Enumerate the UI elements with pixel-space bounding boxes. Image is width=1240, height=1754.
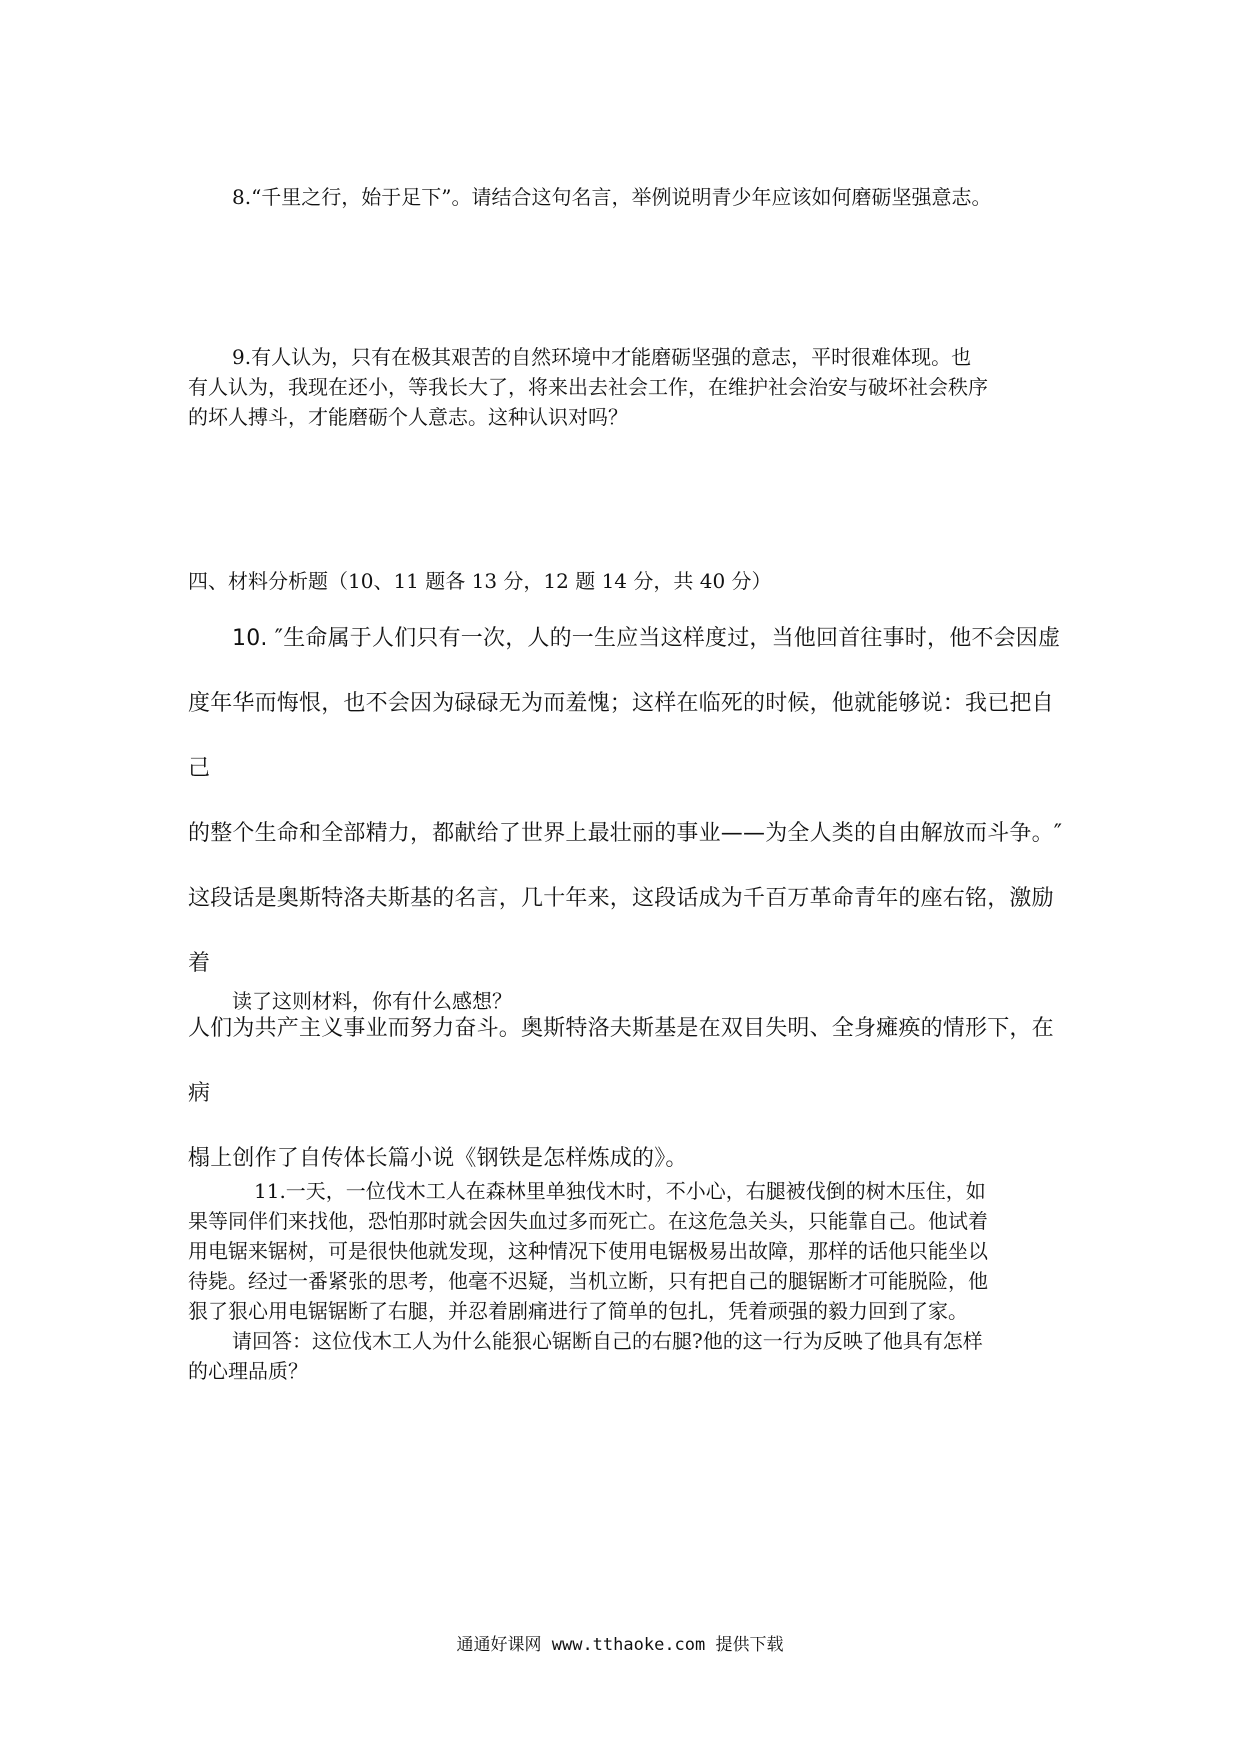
question-11-prompt-line: 请回答：这位伐木工人为什么能狠心锯断自己的右腿?他的这一行为反映了他具有怎样	[232, 1329, 983, 1353]
question-10-line: 人们为共产主义事业而努力奋斗。奥斯特洛夫斯基是在双目失明、全身瘫痪的情形下，在病	[188, 1016, 1054, 1106]
section-4-heading: 四、材料分析题（10、11 题各 13 分，12 题 14 分，共 40 分）	[188, 569, 772, 593]
question-11	[188, 1176, 1068, 1386]
question-9-line: 有人认为，我现在还小，等我长大了，将来出去社会工作，在维护社会治安与破坏社会秩序	[188, 375, 988, 399]
question-10-line: 10. ″生命属于人们只有一次，人的一生应当这样度过，当他回首往事时，他不会因虚	[232, 626, 1061, 651]
question-8: 8.“千里之行，始于足下”。请结合这句名言，举例说明青少年应该如何磨砺坚强意志。	[232, 185, 992, 209]
question-10-prompt: 读了这则材料，你有什么感想？	[232, 989, 512, 1013]
question-11-line: 果等同伴们来找他，恐怕那时就会因失血过多而死亡。在这危急关头，只能靠自己。他试着	[188, 1209, 988, 1233]
question-11-line: 狠了狠心用电锯锯断了右腿，并忍着剧痛进行了简单的包扎，凭着顽强的毅力回到了家。	[188, 1299, 968, 1323]
question-10-line: 这段话是奥斯特洛夫斯基的名言，几十年来，这段话成为千百万革命青年的座右铭，激励着	[188, 886, 1054, 976]
question-9	[188, 342, 1068, 432]
question-11-line: 待毙。经过一番紧张的思考，他毫不迟疑，当机立断，只有把自己的腿锯断才可能脱险，他	[188, 1269, 988, 1293]
question-11-line: 11.一天，一位伐木工人在森林里单独伐木时，不小心，右腿被伐倒的树木压住，如	[254, 1179, 986, 1203]
question-11-line: 用电锯来锯树，可是很快他就发现，这种情况下使用电锯极易出故障，那样的话他只能坐以	[188, 1239, 988, 1263]
question-10-line: 的整个生命和全部精力，都献给了世界上最壮丽的事业——为全人类的自由解放而斗争。″	[188, 821, 1063, 846]
question-9-line: 的坏人搏斗，才能磨砺个人意志。这种认识对吗？	[188, 405, 628, 429]
question-10-material	[188, 606, 1068, 1191]
question-10-line: 度年华而悔恨，也不会因为碌碌无为而羞愧；这样在临死的时候，他就能够说：我已把自己	[188, 691, 1054, 781]
question-10-line: 榻上创作了自传体长篇小说《钢铁是怎样炼成的》。	[188, 1146, 688, 1171]
question-11-prompt-line: 的心理品质？	[188, 1359, 308, 1383]
question-9-line: 9.有人认为，只有在极其艰苦的自然环境中才能磨砺坚强的意志，平时很难体现。也	[232, 345, 972, 369]
page-footer: 通通好课网 www.tthaoke.com 提供下载	[456, 1635, 784, 1655]
